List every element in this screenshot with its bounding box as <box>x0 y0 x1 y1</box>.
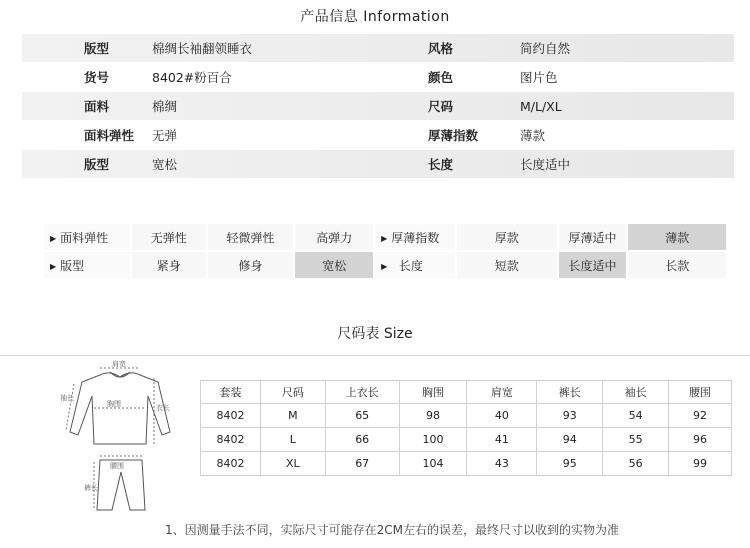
table-cell: 95 <box>537 452 603 476</box>
table-cell: XL <box>260 452 325 476</box>
product-info-table <box>22 34 734 179</box>
info-key: 长度 <box>428 157 454 172</box>
header-cell: 肩宽 <box>467 381 537 404</box>
table-cell: 93 <box>537 404 603 428</box>
table-cell: 56 <box>603 452 669 476</box>
info-key: 版型 <box>84 157 110 172</box>
header-cell: 上衣长 <box>325 381 399 404</box>
header-cell: 腰围 <box>669 381 732 404</box>
triangle-right-icon: ▶ <box>50 233 57 243</box>
info-value: 8402#粉百合 <box>152 70 232 85</box>
attribute-option: 轻微弹性 <box>207 223 295 251</box>
info-key: 厚薄指数 <box>428 128 479 143</box>
info-key: 货号 <box>84 70 110 85</box>
info-value: 棉绸 <box>152 99 178 114</box>
info-key: 面料弹性 <box>84 128 135 143</box>
table-cell: 8402 <box>201 404 261 428</box>
header-cell: 袖长 <box>603 381 669 404</box>
label-shoulder: 肩宽 <box>112 360 126 368</box>
info-row <box>22 150 734 179</box>
table-cell: 41 <box>467 428 537 452</box>
table-cell: 96 <box>669 428 732 452</box>
table-cell: 104 <box>399 452 467 476</box>
table-cell: 65 <box>325 404 399 428</box>
label-pants-length: 裤长 <box>84 484 98 492</box>
label-sleeve: 袖长 <box>60 394 74 402</box>
info-key: 风格 <box>428 41 454 56</box>
table-cell: L <box>260 428 325 452</box>
attribute-option-selected: 薄款 <box>627 223 727 251</box>
info-value: 长度适中 <box>520 157 571 172</box>
attribute-row-fit-length <box>43 251 727 279</box>
info-value: M/L/XL <box>520 98 562 114</box>
info-row <box>22 63 734 92</box>
table-cell: 100 <box>399 428 467 452</box>
table-cell: 92 <box>669 404 732 428</box>
header-cell: 套装 <box>201 381 261 404</box>
attribute-option: 厚薄适中 <box>558 223 628 251</box>
attribute-option: 修身 <box>207 251 295 279</box>
attribute-option-selected: 宽松 <box>294 251 374 279</box>
table-cell: 66 <box>325 428 399 452</box>
size-chart-title: 尺码表 Size <box>337 326 413 342</box>
table-cell: 40 <box>467 404 537 428</box>
table-row <box>201 428 732 452</box>
product-info-title: 产品信息 Information <box>300 9 450 25</box>
attribute-option: 无弹性 <box>131 223 207 251</box>
triangle-right-icon: ▶ <box>381 261 388 271</box>
table-cell: 54 <box>603 404 669 428</box>
info-value: 图片色 <box>520 70 558 85</box>
label-chest: 胸围 <box>107 400 121 408</box>
pajama-diagram-icon <box>60 360 182 520</box>
label-length: 衣长 <box>156 404 170 412</box>
table-cell: 67 <box>325 452 399 476</box>
triangle-right-icon: ▶ <box>50 261 57 271</box>
attribute-selector-table <box>42 222 728 280</box>
attribute-label: ▶ 面料弹性 <box>43 223 131 251</box>
measurement-note: 1、因测量手法不同，实际尺寸可能存在2CM左右的误差，最终尺寸以收到的实物为准 <box>165 523 620 537</box>
table-cell: 94 <box>537 428 603 452</box>
info-value: 简约自然 <box>520 41 571 56</box>
attribute-option-selected: 长度适中 <box>558 251 628 279</box>
divider <box>0 355 750 356</box>
info-value: 宽松 <box>152 157 178 172</box>
info-key: 面料 <box>84 99 110 114</box>
table-cell: 55 <box>603 428 669 452</box>
header-cell: 尺码 <box>260 381 325 404</box>
header-cell: 胸围 <box>399 381 467 404</box>
attribute-label: ▶ 版型 <box>43 251 131 279</box>
info-key: 颜色 <box>428 70 454 85</box>
attribute-option: 紧身 <box>131 251 207 279</box>
info-value: 薄款 <box>520 128 546 143</box>
table-cell: 98 <box>399 404 467 428</box>
info-row <box>22 92 734 121</box>
info-value: 棉绸长袖翻领睡衣 <box>152 41 253 56</box>
triangle-right-icon: ▶ <box>381 233 388 243</box>
table-cell: 43 <box>467 452 537 476</box>
table-row <box>201 452 732 476</box>
measurement-diagram <box>60 360 182 520</box>
attribute-label: ▶ 厚薄指数 <box>374 223 456 251</box>
info-row <box>22 34 734 63</box>
attribute-label: ▶ 长度 <box>374 251 456 279</box>
label-waist: 腰围 <box>110 462 124 470</box>
info-row <box>22 121 734 150</box>
table-cell: M <box>260 404 325 428</box>
attribute-option: 厚款 <box>456 223 558 251</box>
attribute-option: 长款 <box>627 251 727 279</box>
header-cell: 裤长 <box>537 381 603 404</box>
attribute-row-elasticity-thickness <box>43 223 727 251</box>
attribute-option: 高弹力 <box>294 223 374 251</box>
size-table-header <box>201 381 732 404</box>
info-key: 版型 <box>84 41 110 56</box>
info-value: 无弹 <box>152 128 178 143</box>
table-cell: 8402 <box>201 452 261 476</box>
size-table <box>200 380 732 476</box>
table-row <box>201 404 732 428</box>
table-cell: 99 <box>669 452 732 476</box>
table-cell: 8402 <box>201 428 261 452</box>
attribute-option: 短款 <box>456 251 558 279</box>
info-key: 尺码 <box>428 99 454 114</box>
